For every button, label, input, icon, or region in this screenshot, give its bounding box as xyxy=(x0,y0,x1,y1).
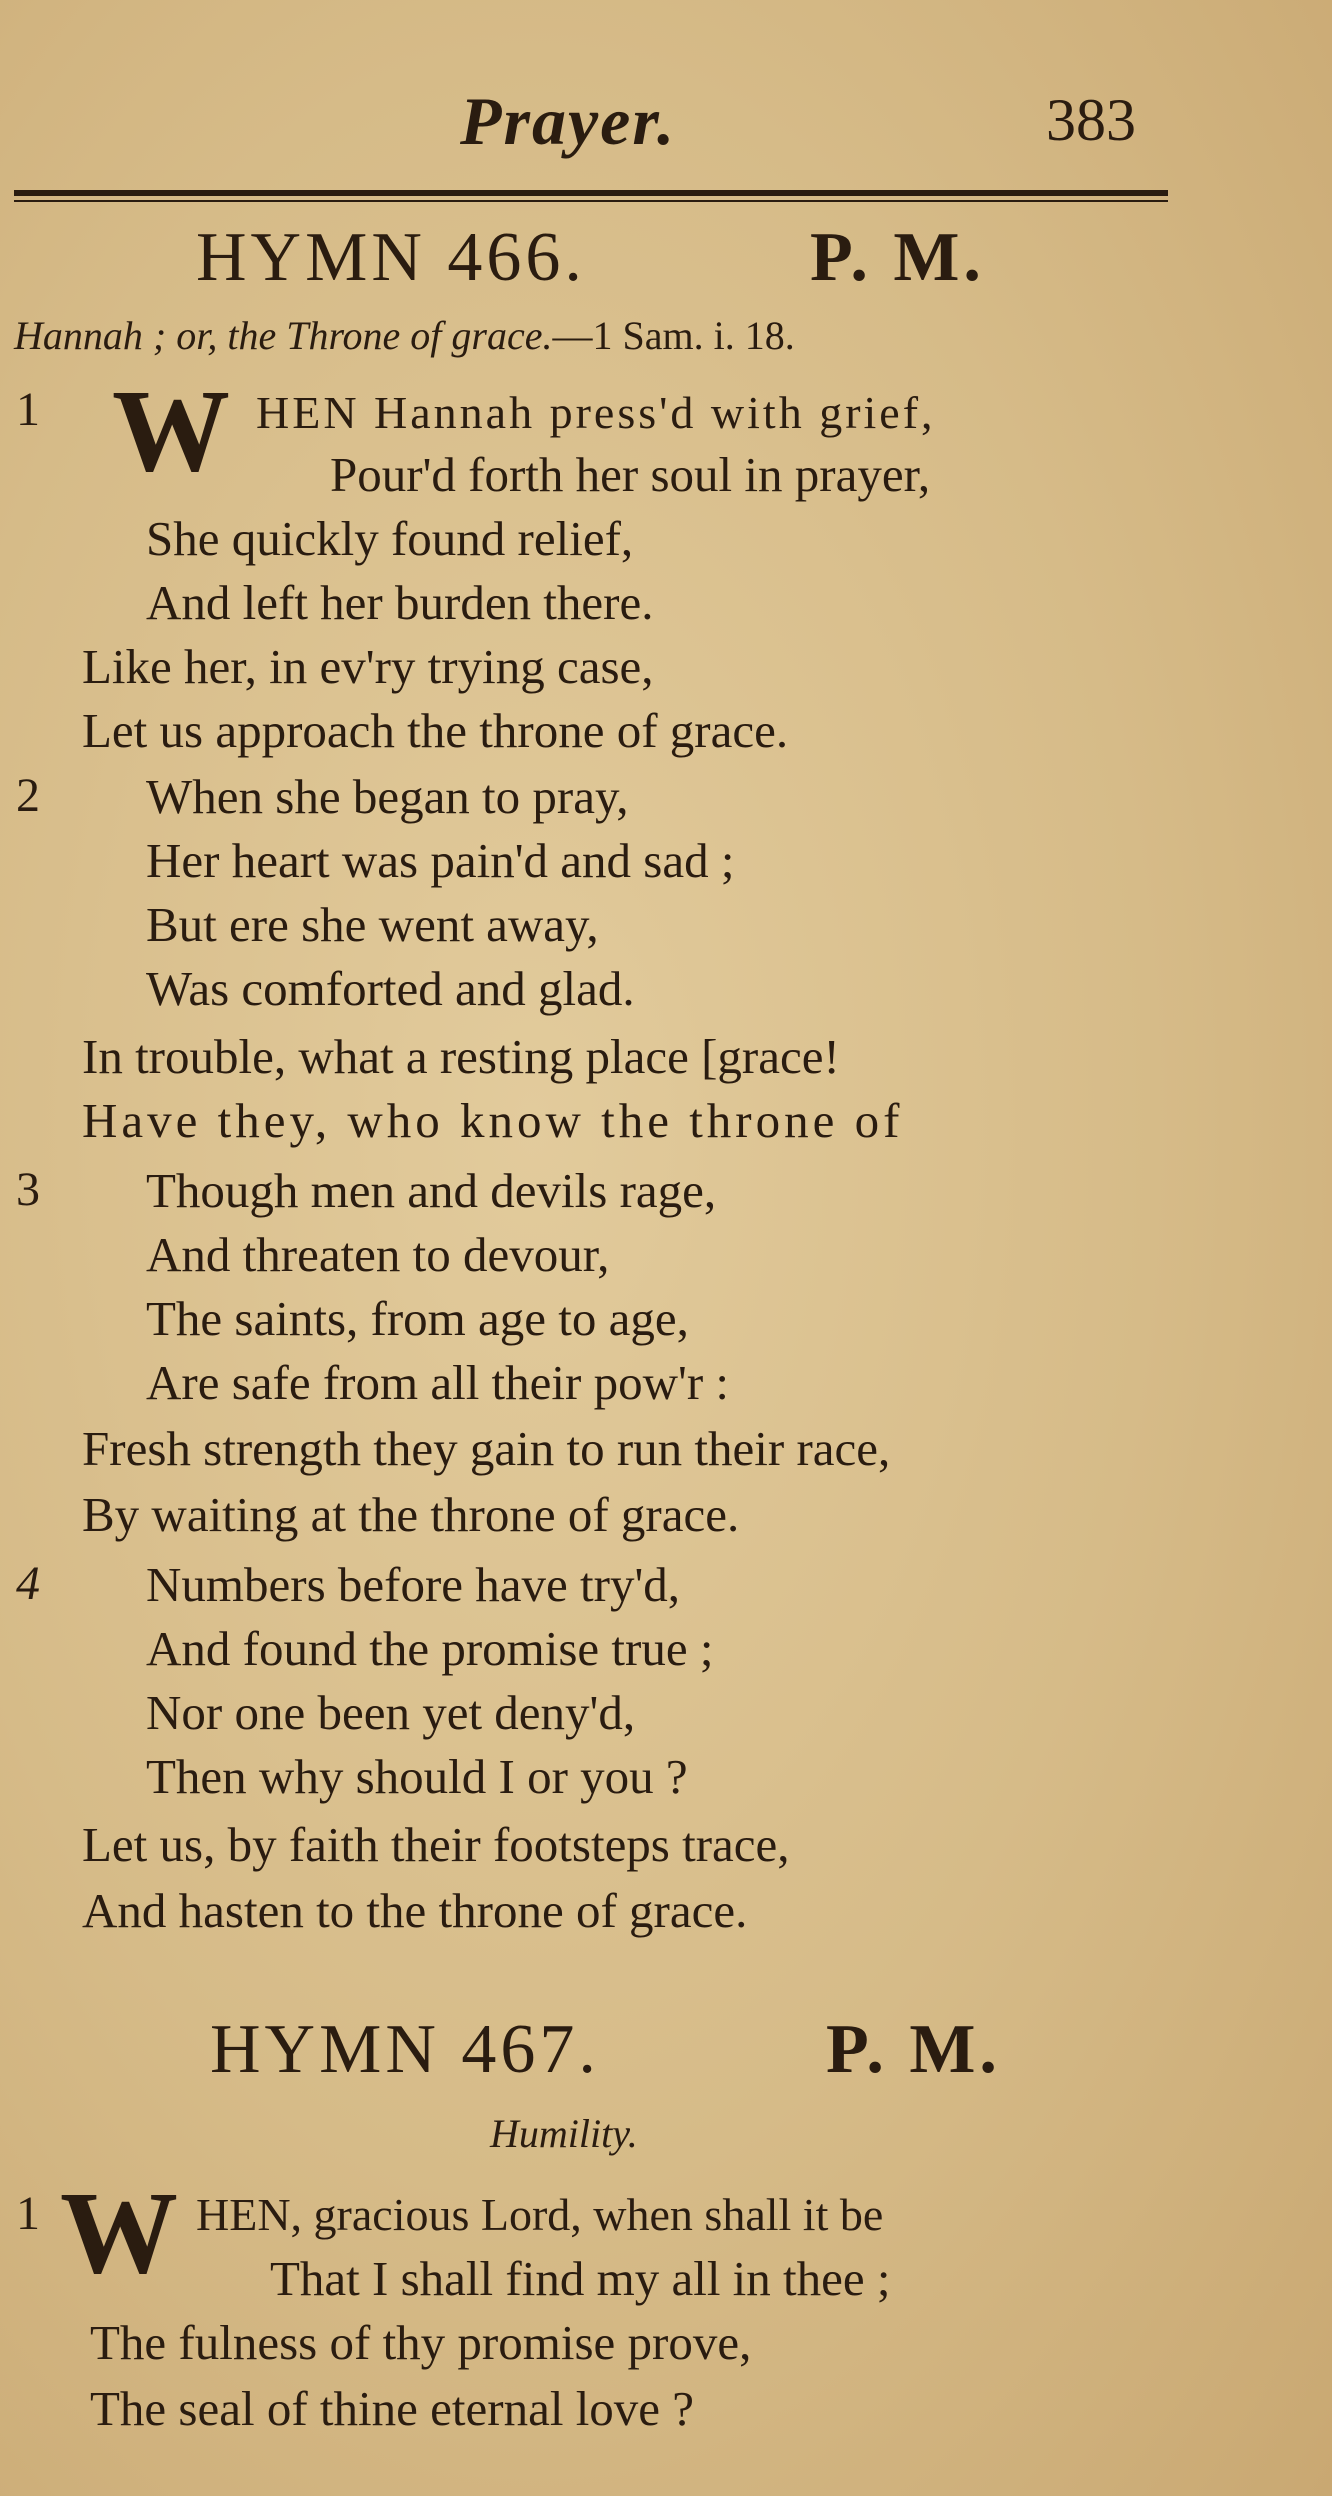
page-number: 383 xyxy=(1046,87,1136,153)
verse-line: And found the promise true ; xyxy=(146,1621,714,1676)
verse-line: Her heart was pain'd and sad ; xyxy=(146,833,735,888)
verse-line: She quickly found relief, xyxy=(146,511,634,566)
drop-cap: W xyxy=(60,2167,178,2298)
verse-line: The saints, from age to age, xyxy=(146,1291,689,1346)
verse-line: Let us approach the throne of grace. xyxy=(82,703,789,758)
hymn-meter: P. M. xyxy=(826,2011,1001,2088)
verse-line: Like her, in ev'ry trying case, xyxy=(82,639,654,694)
section-title: Prayer. xyxy=(460,83,677,159)
verse-line: Let us, by faith their footsteps trace, xyxy=(82,1817,790,1872)
header-rule-thin xyxy=(14,200,1168,202)
verse-number: 3 xyxy=(16,1163,40,1216)
verse-line: Was comforted and glad. xyxy=(146,961,635,1016)
hymn-subtitle xyxy=(14,312,795,359)
verse-line: HEN, gracious Lord, when shall it be xyxy=(196,2189,884,2240)
verse-line: The seal of thine eternal love ? xyxy=(90,2381,695,2436)
verse-line: In trouble, what a resting place [grace! xyxy=(82,1029,840,1084)
hymn-title: HYMN 466. xyxy=(196,219,586,296)
hymn-subtitle-text: Humility. xyxy=(490,2111,638,2156)
verse-line: The fulness of thy promise prove, xyxy=(90,2315,752,2370)
hymn-meter: P. M. xyxy=(810,219,985,296)
verse-number: 1 xyxy=(16,2187,40,2240)
hymn-subtitle-text: Hannah ; or, the Throne of grace. xyxy=(14,313,553,358)
verse-line: That I shall find my all in thee ; xyxy=(270,2251,891,2306)
running-head xyxy=(0,82,1332,162)
verse-line: Numbers before have try'd, xyxy=(146,1557,681,1612)
verse-line: When she began to pray, xyxy=(146,769,629,824)
verse-line: And hasten to the throne of grace. xyxy=(82,1883,748,1938)
hymn-title: HYMN 467. xyxy=(210,2011,600,2088)
hymn-subtitle xyxy=(490,2110,638,2157)
drop-cap: W xyxy=(112,365,230,496)
verse-line: And left her burden there. xyxy=(146,575,654,630)
verse-line: Are safe from all their pow'r : xyxy=(146,1355,729,1410)
verse-line: And threaten to devour, xyxy=(146,1227,610,1282)
verse-line: By waiting at the throne of grace. xyxy=(82,1487,740,1542)
verse-number: 4 xyxy=(16,1557,40,1610)
verse-line: Have they, who know the throne of xyxy=(82,1093,904,1148)
verse-number: 2 xyxy=(16,769,40,822)
scripture-reference: —1 Sam. i. 18. xyxy=(552,313,795,358)
verse-line: HEN Hannah press'd with grief, xyxy=(256,387,936,438)
verse-line: Fresh strength they gain to run their race, xyxy=(82,1421,891,1476)
verse-line: But ere she went away, xyxy=(146,897,599,952)
header-rule-thick xyxy=(14,190,1168,196)
verse-line: Pour'd forth her soul in prayer, xyxy=(330,447,931,502)
verse-line: Then why should I or you ? xyxy=(146,1749,688,1804)
verse-line: Though men and devils rage, xyxy=(146,1163,717,1218)
verse-number: 1 xyxy=(16,383,40,436)
verse-line: Nor one been yet deny'd, xyxy=(146,1685,636,1740)
